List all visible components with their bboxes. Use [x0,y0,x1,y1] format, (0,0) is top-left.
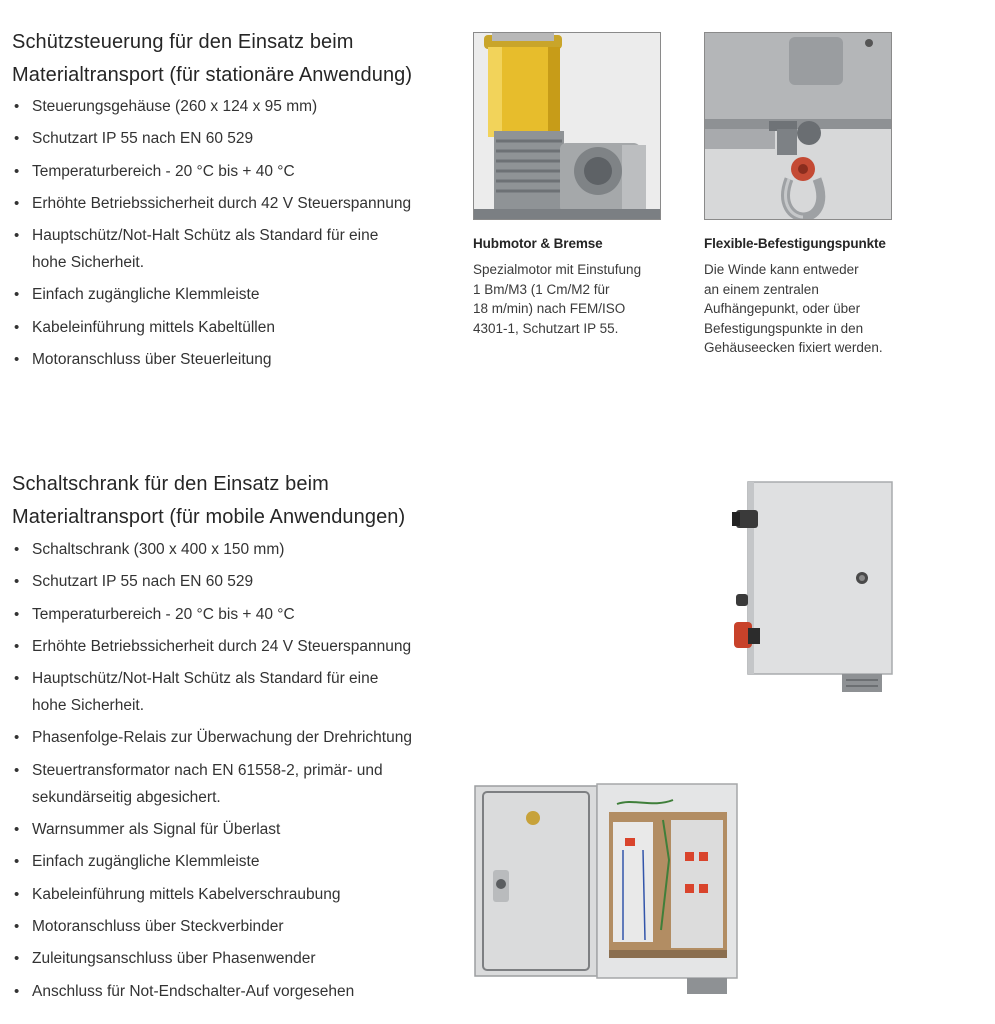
hoist-motor-caption [473,236,641,338]
list-item: • Warnsummer als Signal für Überlast [14,816,412,843]
section1-heading-line: Schützsteuerung für den Einsatz beim [12,31,354,53]
list-item: • Schutzart IP 55 nach EN 60 529 [14,125,411,152]
list-item: • Erhöhte Betriebssicherheit durch 24 V Steuerspannung [14,633,412,660]
list-item: • Steuertransformator nach EN 61558-2, primär- und sekundärseitig abgesichert. [14,757,412,811]
mounting-points-caption [704,236,886,358]
caption-title: Flexible-Befestigungspunkte [704,236,886,251]
list-item: • Temperaturbereich - 20 °C bis + 40 °C [14,158,411,185]
list-item: • Schutzart IP 55 nach EN 60 529 [14,568,412,595]
list-item: • Phasenfolge-Relais zur Überwachung der Drehrichtung [14,724,412,751]
section1-heading-line: Materialtransport (für stationäre Anwendung) [12,64,413,86]
control-cabinet-open-photo [473,780,739,1000]
list-item: • Hauptschütz/Not-Halt Schütz als Standard für eine hohe Sicherheit. [14,665,412,719]
section2-feature-list [14,536,412,1010]
list-item: • Einfach zugängliche Klemmleiste [14,848,412,875]
caption-body: Die Winde kann entweder an einem zentralen Aufhängepunkt, oder über Befestigungspunkte in den Gehäuseecken fixiert werden. [704,262,883,355]
section1-heading [12,26,412,92]
mounting-points-photo [704,32,892,220]
list-item: • Anschluss für Not-Endschalter-Auf vorgesehen [14,978,412,1005]
list-item: • Kabeleinführung mittels Kabelverschraubung [14,881,412,908]
list-item: • Motoranschluss über Steuerleitung [14,346,411,373]
caption-body: Spezialmotor mit Einstufung 1 Bm/M3 (1 Cm/M2 für 18 m/min) nach FEM/ISO 4301-1, Schutzart IP 55. [473,262,642,336]
hoist-motor-photo [473,32,661,220]
section2-heading-line: Schaltschrank für den Einsatz beim [12,473,329,495]
list-item: • Hauptschütz/Not-Halt Schütz als Standard für eine hohe Sicherheit. [14,222,411,276]
list-item: • Steuerungsgehäuse (260 x 124 x 95 mm) [14,93,411,120]
list-item: • Motoranschluss über Steckverbinder [14,913,412,940]
list-item: • Schaltschrank (300 x 400 x 150 mm) [14,536,412,563]
list-item: • Zuleitungsanschluss über Phasenwender [14,945,412,972]
list-item: • Einfach zugängliche Klemmleiste [14,281,411,308]
list-item: • Kabeleinführung mittels Kabeltüllen [14,314,411,341]
section2-heading [12,468,405,534]
list-item: • Temperaturbereich - 20 °C bis + 40 °C [14,601,412,628]
section1-feature-list [14,93,411,378]
caption-title: Hubmotor & Bremse [473,236,603,251]
control-cabinet-closed-photo [728,480,894,698]
section2-heading-line: Materialtransport (für mobile Anwendungen) [12,506,406,528]
list-item: • Erhöhte Betriebssicherheit durch 42 V Steuerspannung [14,190,411,217]
